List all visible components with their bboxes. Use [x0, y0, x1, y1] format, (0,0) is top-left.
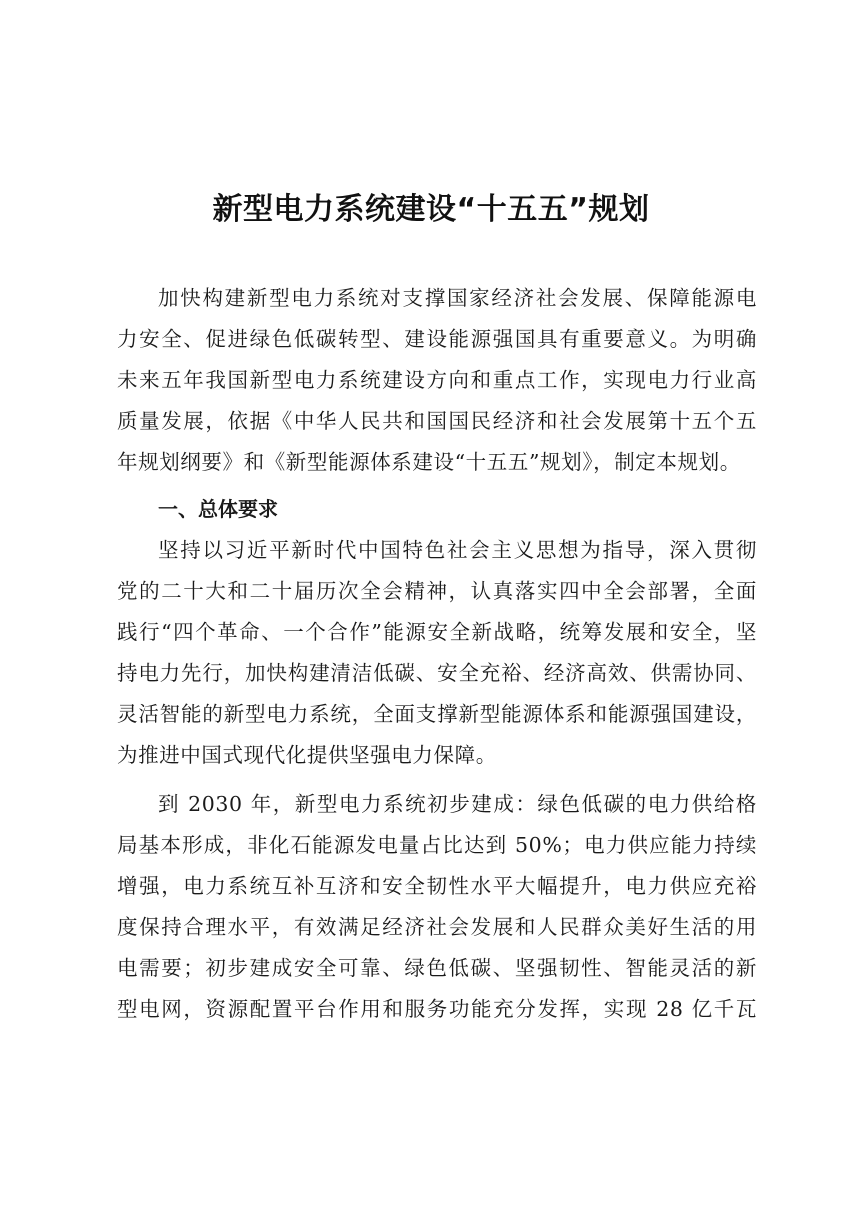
- guideline-line-2: 党的二十大和二十届历次全会精神，认真落实四中全会部署，全面: [117, 579, 757, 603]
- goal-line-1: 到 2030 年，新型电力系统初步建成：绿色低碳的电力供给格: [158, 792, 757, 816]
- guideline-line-1: 坚持以习近平新时代中国特色社会主义思想为指导，深入贯彻: [158, 538, 757, 562]
- goal-line-4: 度保持合理水平，有效满足经济社会发展和人民群众美好生活的用: [117, 915, 757, 939]
- guideline-line-4: 持电力先行，加快构建清洁低碳、安全充裕、经济高效、供需协同、: [117, 661, 757, 685]
- goal-paragraph: [117, 784, 757, 1030]
- goal-line-5: 电需要；初步建成安全可靠、绿色低碳、坚强韧性、智能灵活的新: [117, 956, 757, 980]
- intro-line-5: 年规划纲要》和《新型能源体系建设“十五五”规划》，制定本规划。: [117, 450, 741, 474]
- intro-paragraph: [117, 278, 757, 483]
- guideline-paragraph: [117, 530, 757, 776]
- guideline-line-5: 灵活智能的新型电力系统，全面支撑新型能源体系和能源强国建设，: [117, 702, 757, 726]
- document-title: 新型电力系统建设“十五五”规划: [212, 192, 650, 227]
- goal-line-6: 型电网，资源配置平台作用和服务功能充分发挥，实现 28 亿千瓦: [117, 997, 757, 1021]
- intro-line-4: 质量发展，依据《中华人民共和国国民经济和社会发展第十五个五: [117, 409, 757, 433]
- guideline-line-3: 践行“四个革命、一个合作”能源安全新战略，统筹发展和安全，坚: [117, 620, 757, 644]
- goal-line-3: 增强，电力系统互补互济和安全韧性水平大幅提升，电力供应充裕: [117, 874, 757, 898]
- guideline-line-6: 为推进中国式现代化提供坚强电力保障。: [117, 743, 497, 767]
- intro-line-1: 加快构建新型电力系统对支撑国家经济社会发展、保障能源电: [158, 286, 757, 310]
- intro-line-2: 力安全、促进绿色低碳转型、建设能源强国具有重要意义。为明确: [117, 327, 757, 351]
- section-heading-block: [117, 489, 757, 530]
- intro-line-3: 未来五年我国新型电力系统建设方向和重点工作，实现电力行业高: [117, 368, 757, 392]
- goal-line-2: 局基本形成，非化石能源发电量占比达到 50%；电力供应能力持续: [117, 833, 757, 857]
- section-heading-general-requirements: 一、总体要求: [158, 497, 278, 521]
